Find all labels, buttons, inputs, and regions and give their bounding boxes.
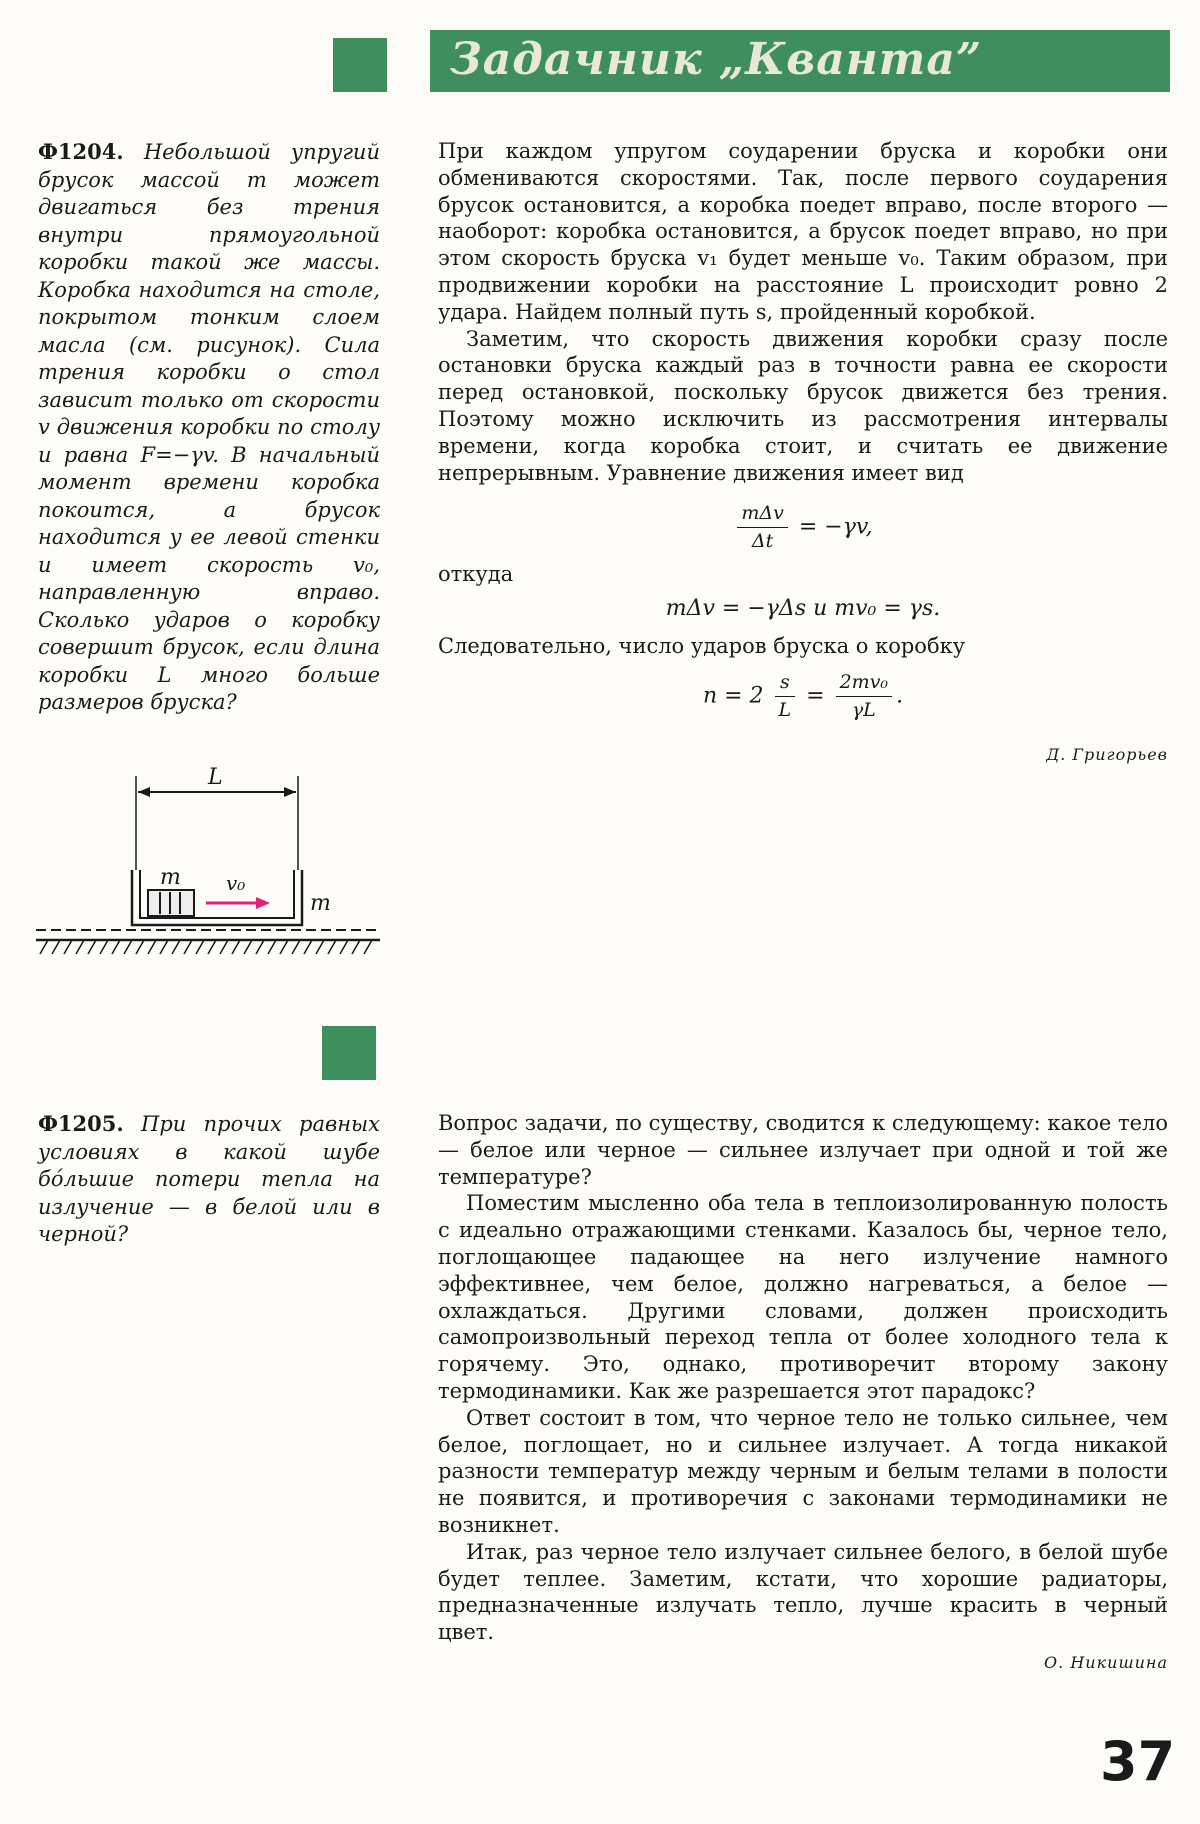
equation-result: n = 2 $\frac{s}{L}$ = $\frac{\text{2mv₀}}{\gamma L}$ . xyxy=(702,671,904,722)
label-box-mass: m xyxy=(310,891,331,916)
problem-1205-text: При прочих равных условиях в какой шубе бо́льшие потери тепла на излучение — в белой или в черной? xyxy=(38,1112,380,1246)
problem-1205-number: Ф1205. xyxy=(38,1111,124,1136)
solution-1204-p1: При каждом упругом соударении бруска и коробки они обмениваются скоростями. Так, после первого соударения брусок остановится, а коробка поедет вправо, после второго — наоборот: коробка остановится, а брусок поедет вправо, но при этом скорость бруска v₁ будет меньше v₀. Таким образом, при продвижении коробки на расстояние L происходит ровно 2 удара. Найдем полный путь s, пройденный коробкой. xyxy=(438,139,1168,324)
solution-1205-p4: Итак, раз черное тело излучает сильнее белого, в белой шубе будет теплее. Заметим, кстати, что хорошие радиаторы, предназначенные излучать тепло, лучше красить в черный цвет. xyxy=(438,1539,1168,1645)
problem-1204 xyxy=(38,138,380,717)
page-number: 37 xyxy=(1100,1730,1176,1793)
solution-1205 xyxy=(438,1110,1168,1677)
label-length: L xyxy=(208,765,223,790)
author-1205: О. Никишина xyxy=(1044,1652,1168,1672)
author-1204: Д. Григорьев xyxy=(1046,744,1168,764)
label-velocity: v₀ xyxy=(226,871,246,895)
section-title: Задачник „Кванта” xyxy=(450,34,983,85)
section-banner xyxy=(430,30,1170,92)
solution-1205-p1: Вопрос задачи, по существу, сводится к следующему: какое тело — белое или черное — сильнее излучает при одной и той же температуре? xyxy=(438,1111,1168,1189)
solution-1204-p3: Следовательно, число ударов бруска о коробку xyxy=(438,633,966,658)
solution-1205-p3: Ответ состоит в том, что черное тело не только сильнее, чем белое, поглощает, но и сильнее излучает. А тогда никакой разности температур между черным и белым телами в полости не появится, и противоречия с законами термодинамики не возникнет. xyxy=(438,1405,1168,1537)
header-square xyxy=(333,38,387,92)
divider-square xyxy=(322,1026,376,1080)
otkuda-text: откуда xyxy=(438,561,514,586)
box-diagram xyxy=(30,760,390,960)
problem-1205 xyxy=(38,1110,380,1249)
label-block-mass: m xyxy=(160,865,181,890)
equation-integrated: mΔv = −γΔs и mv₀ = γs. xyxy=(665,595,941,621)
solution-1205-p2: Поместим мысленно оба тела в теплоизолированную полость с идеально отражающими стенками. Казалось бы, черное тело, поглощающее падающее на него излучение намного эффективнее, чем белое, должно нагреваться, а белое — охлаждаться. Другими словами, должен происходить самопроизвольный переход тепла от более холодного тела к горячему. Это, однако, противоречит второму закону термодинамики. Как же разрешается этот парадокс? xyxy=(438,1191,1168,1403)
problem-1204-text: Небольшой упругий брусок массой m может двигаться без трения внутри прямоугольной коробки такой же массы. Коробка находится на столе, покрытом тонким слоем масла (см. рисунок). Сила трения коробки о стол зависит только от скорости v движения коробки по столу и равна F=−γv. В начальный момент времени коробка покоится, а брусок находится у ее левой стенки и имеет скорость v₀, направленную вправо. Сколько ударов о коробку совершит брусок, если длина коробки L много больше размеров бруска? xyxy=(38,140,380,714)
equation-motion: $\frac{\text{mΔv}}{\Delta t}$ = −γv, xyxy=(438,500,1168,555)
solution-1204 xyxy=(438,138,1168,769)
problem-1204-number: Ф1204. xyxy=(38,139,124,164)
solution-1204-p2: Заметим, что скорость движения коробки сразу после остановки бруска каждый раз в точности равна ее скорости перед остановкой, поскольку брусок движется без трения. Поэтому можно исключить из рассмотрения интервалы времени, когда коробка стоит, и считать ее движение непрерывным. Уравнение движения имеет вид xyxy=(438,326,1168,485)
